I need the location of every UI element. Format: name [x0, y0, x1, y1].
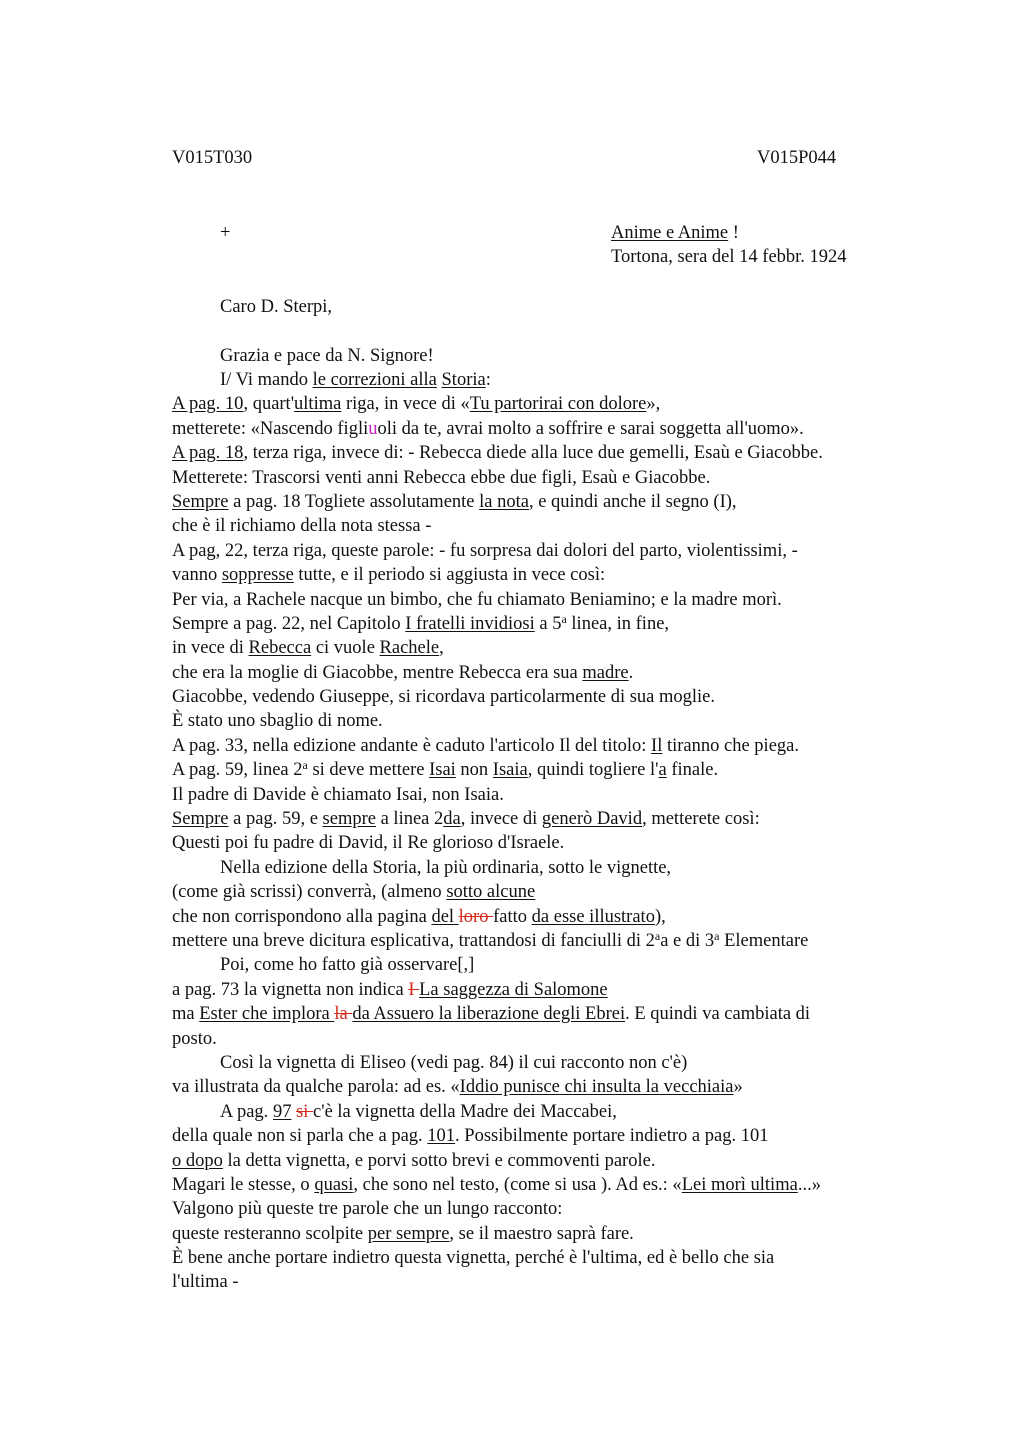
body-line: [172, 1124, 1012, 1148]
body-line: [172, 1173, 1012, 1197]
text: »: [733, 1077, 743, 1098]
body-line: [172, 734, 1012, 758]
text: non: [455, 760, 493, 781]
text: che non corrispondono alla pagina: [172, 906, 432, 927]
underlined-text: Iddio punisce chi insulta la vecchiaia: [459, 1077, 734, 1098]
underlined-text: A pag. 18: [172, 443, 244, 464]
body-line: [172, 563, 1012, 587]
salutation: Caro D. Sterpi,: [220, 297, 333, 317]
text: posto.: [172, 1028, 217, 1049]
header-left-code: V015T030: [172, 148, 253, 168]
superscript: a: [654, 928, 661, 943]
text: finale.: [666, 760, 719, 781]
body-line: [172, 929, 1012, 953]
body-line: [172, 978, 1012, 1002]
body-line: [172, 1246, 1012, 1270]
underlined-text: Tu partorirai con dolore: [469, 394, 647, 415]
text: a pag. 73 la vignetta non indica: [172, 979, 409, 1000]
underlined-text: o dopo: [172, 1150, 223, 1171]
body-line: [172, 758, 1012, 782]
text: Il padre di Davide è chiamato Isai, non Isaia.: [172, 784, 504, 805]
body-line: [172, 661, 1012, 685]
underlined-text: A pag. 10: [172, 394, 244, 415]
body-line: [172, 539, 1012, 563]
underlined-text: Rachele: [379, 638, 440, 659]
text: (come già scrissi) converrà, (almeno: [172, 882, 447, 903]
deleted-text: I: [408, 979, 420, 1000]
underlined-text: del: [431, 906, 459, 927]
body-line: [172, 1075, 1012, 1099]
text: ,: [439, 638, 444, 659]
body-line: [172, 880, 1012, 904]
text: , invece di: [460, 809, 542, 830]
body-line: [172, 490, 1012, 514]
body-line: [172, 441, 1012, 465]
text: , se il maestro saprà fare.: [449, 1223, 634, 1244]
text: Elementare: [719, 930, 809, 951]
text: Nella edizione della Storia, la più ordinaria, sotto le vignette,: [220, 857, 672, 878]
underlined-text: Isai: [429, 760, 456, 781]
text: Metterete: Trascorsi venti anni Rebecca ebbe due figli, Esaù e Giacobbe.: [172, 467, 711, 488]
text: Magari le stesse, o: [172, 1174, 315, 1195]
body-line: [172, 1270, 1012, 1294]
text: mettere una breve dicitura esplicativa, trattandosi di fanciulli di 2: [172, 930, 655, 951]
text: A pag. 33, nella edizione andante è caduto l'articolo Il del titolo:: [172, 735, 652, 756]
body-line: [172, 831, 1012, 855]
underlined-text: sotto alcune: [446, 882, 536, 903]
body-line: [172, 1051, 1012, 1075]
text: tiranno che piega.: [662, 735, 799, 756]
underlined-text: ultima: [294, 394, 342, 415]
text: , metterete così:: [642, 809, 760, 830]
body-line: [172, 1149, 1012, 1173]
text: A pag. 59, linea 2: [172, 760, 303, 781]
dateline: Tortona, sera del 14 febbr. 1924: [611, 247, 847, 267]
underlined-text: Il: [651, 735, 663, 756]
text: fatto: [493, 906, 528, 927]
text: È stato uno sbaglio di nome.: [172, 711, 383, 732]
underlined-text: Storia: [441, 370, 486, 390]
superscript: a: [714, 928, 720, 943]
deleted-text: si: [296, 1101, 314, 1122]
text: a 5: [534, 613, 562, 634]
greeting: Grazia e pace da N. Signore!: [220, 346, 434, 366]
text: , quart': [243, 394, 295, 415]
underlined-text: Rebecca: [248, 638, 312, 659]
motto: [611, 221, 739, 245]
text: Per via, a Rachele nacque un bimbo, che fu chiamato Beniamino; e la madre morì.: [172, 589, 782, 610]
body-line: [172, 392, 1012, 416]
body-line: [172, 636, 1012, 660]
body-line: [172, 709, 1012, 733]
text: A pag, 22, terza riga, queste parole: - fu sorpresa dai dolori del parto, violentissimi, -: [172, 540, 798, 561]
underlined-text: sempre: [322, 809, 376, 830]
text: va illustrata da qualche parola: ad es. «: [172, 1077, 460, 1098]
underlined-text: madre: [582, 662, 629, 683]
text: ),: [654, 906, 666, 927]
cross-mark: +: [220, 223, 231, 243]
underlined-text: da Assuero la liberazione degli Ebrei: [352, 1004, 626, 1025]
underlined-text: Ester che implora: [199, 1004, 335, 1025]
text: , terza riga, invece di: - Rebecca diede alla luce due gemelli, Esaù e Giacobbe.: [243, 443, 823, 464]
text: Questi poi fu padre di David, il Re glorioso d'Israele.: [172, 833, 565, 854]
deleted-text: loro: [458, 906, 494, 927]
text: c'è la vignetta della Madre dei Maccabei,: [313, 1101, 617, 1122]
text: ...»: [797, 1174, 821, 1195]
underlined-text: Sempre: [172, 809, 229, 830]
text: tutte, e il periodo si aggiusta in vece così:: [293, 565, 606, 586]
body-line: [172, 1002, 1012, 1026]
underlined-text: le correzioni alla: [312, 370, 437, 390]
text: Sempre a pag. 22, nel Capitolo: [172, 613, 406, 634]
text: che era la moglie di Giacobbe, mentre Rebecca era sua: [172, 662, 583, 683]
body-line: [172, 1027, 1012, 1051]
body-line: [172, 588, 1012, 612]
underlined-text: La saggezza di Salomone: [419, 979, 608, 1000]
underlined-text: I fratelli invidiosi: [405, 613, 535, 634]
text: linea, in fine,: [566, 613, 670, 634]
body-line: [172, 612, 1012, 636]
underlined-text: a: [658, 760, 667, 781]
body-line: [172, 514, 1012, 538]
text: È bene anche portare indietro questa vignetta, perché è l'ultima, ed è bello che sia: [172, 1248, 775, 1269]
body-line: [172, 417, 1012, 441]
text: oli da te, avrai molto a soffrire e sarai soggetta all'uomo».: [377, 418, 804, 439]
text: Valgono più queste tre parole che un lungo racconto:: [172, 1199, 563, 1220]
text: ci vuole: [311, 638, 380, 659]
underlined-text: da: [443, 809, 461, 830]
text: a e di 3: [660, 930, 715, 951]
text: vanno: [172, 565, 222, 586]
body-line: [172, 783, 1012, 807]
letter-body: [172, 368, 1012, 1295]
underlined-text: 97: [272, 1101, 292, 1122]
body-line: [172, 685, 1012, 709]
body-line: [172, 953, 1012, 977]
body-line: [172, 1100, 1012, 1124]
underlined-text: Isaia: [492, 760, 528, 781]
underlined-text: la nota: [479, 491, 529, 512]
underlined-text: 101: [427, 1126, 456, 1147]
body-line: [172, 1197, 1012, 1221]
text: .: [628, 662, 634, 683]
deleted-text: la: [334, 1004, 353, 1025]
superscript: a: [302, 758, 308, 773]
text: , quindi togliere l': [527, 760, 659, 781]
text: Così la vignetta di Eliseo (vedi pag. 84) il cui racconto non c'è): [220, 1052, 688, 1073]
inserted-letter: u: [368, 418, 378, 439]
text: a pag. 59, e: [228, 809, 323, 830]
underlined-text: soppresse: [221, 565, 294, 586]
text: , che sono nel testo, (come si usa ). Ad es.: «: [353, 1174, 682, 1195]
text: , e quindi anche il segno (I),: [528, 491, 737, 512]
text: la detta vignetta, e porvi sotto brevi e commoventi parole.: [222, 1150, 656, 1171]
text: A pag.: [220, 1101, 273, 1122]
text: ma: [172, 1004, 200, 1025]
body-line: [172, 368, 1012, 392]
superscript: a: [561, 611, 567, 626]
text: queste resteranno scolpite: [172, 1223, 368, 1244]
underlined-text: Sempre: [172, 491, 229, 512]
text: in vece di: [172, 638, 249, 659]
text: metterete: «Nascendo figli: [172, 418, 369, 439]
body-line: [172, 856, 1012, 880]
underlined-text: da esse illustrato: [531, 906, 655, 927]
body-line: [172, 466, 1012, 490]
text: riga, in vece di «: [341, 394, 470, 415]
text: »,: [646, 394, 661, 415]
text: I/ Vi mando: [220, 370, 313, 390]
underlined-text: Lei morì ultima: [681, 1174, 798, 1195]
text: . E quindi va cambiata di: [625, 1004, 811, 1025]
underlined-text: per sempre: [367, 1223, 450, 1244]
text: Poi, come ho fatto già osservare[,]: [220, 955, 475, 976]
text: che è il richiamo della nota stessa -: [172, 516, 432, 537]
text: a linea 2: [375, 809, 444, 830]
body-line: [172, 807, 1012, 831]
text: l'ultima -: [172, 1272, 239, 1293]
header-right-code: V015P044: [757, 148, 837, 168]
text: Giacobbe, vedendo Giuseppe, si ricordava particolarmente di sua moglie.: [172, 687, 715, 708]
text: a pag. 18 Togliete assolutamente: [228, 491, 480, 512]
motto-underlined: Anime e Anime: [611, 223, 729, 243]
motto-rest: !: [728, 223, 739, 243]
body-line: [172, 905, 1012, 929]
body-line: [172, 1222, 1012, 1246]
underlined-text: generò David: [541, 809, 643, 830]
text: :: [485, 370, 491, 390]
text: si deve mettere: [307, 760, 430, 781]
text: della quale non si parla che a pag.: [172, 1126, 428, 1147]
underlined-text: quasi: [314, 1174, 354, 1195]
text: . Possibilmente portare indietro a pag. 101: [455, 1126, 769, 1147]
